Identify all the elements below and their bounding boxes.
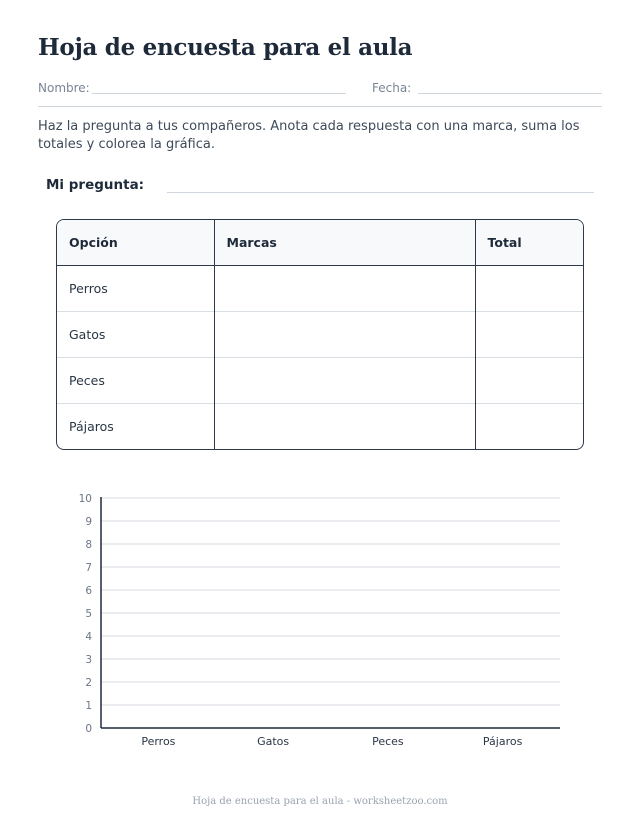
total-cell[interactable] (475, 358, 583, 404)
tally-header-row (57, 220, 583, 266)
tally-cell[interactable] (214, 312, 475, 358)
date-field[interactable] (418, 93, 602, 94)
question-label: Mi pregunta: (46, 177, 145, 193)
table-row (57, 266, 583, 312)
footer-text: Hoja de encuesta para el aula - worksheetzoo.com (192, 796, 448, 807)
y-tick-label: 4 (85, 631, 92, 643)
page-title: Hoja de encuesta para el aula (38, 34, 413, 61)
question-field[interactable] (167, 192, 594, 193)
name-label: Nombre: (38, 81, 90, 95)
header-divider (38, 106, 602, 107)
instructions-text: Haz la pregunta a tus compañeros. Anota cada respuesta con una marca, suma los totales y colorea la gráfica. (38, 119, 580, 152)
tally-cell[interactable] (214, 404, 475, 450)
header-total: Total (475, 220, 583, 266)
header-option: Opción (57, 220, 214, 266)
x-tick-label: Peces (372, 735, 404, 748)
option-cell: Perros (69, 281, 108, 296)
y-tick-label: 1 (85, 700, 92, 712)
x-tick-label: Pájaros (482, 735, 523, 748)
y-tick-label: 9 (85, 516, 92, 528)
option-cell: Gatos (57, 312, 214, 358)
tally-cell[interactable] (214, 358, 475, 404)
y-tick-label: 6 (85, 585, 92, 597)
y-tick-label: 0 (85, 723, 92, 735)
table-row (57, 312, 583, 358)
tally-table (56, 219, 584, 450)
table-row (57, 404, 583, 450)
x-tick-label: Gatos (257, 735, 290, 748)
total-cell[interactable] (475, 404, 583, 450)
option-cell: Pájaros (57, 404, 214, 450)
bar-chart[interactable] (60, 486, 570, 756)
y-tick-label: 2 (85, 677, 92, 689)
tally-cell[interactable] (214, 266, 475, 312)
y-tick-label: 3 (85, 654, 92, 666)
name-field[interactable] (92, 93, 346, 94)
y-tick-label: 5 (85, 608, 92, 620)
total-cell[interactable] (475, 312, 583, 358)
table-row (57, 358, 583, 404)
y-tick-label: 8 (85, 539, 92, 551)
date-label: Fecha: (372, 81, 412, 95)
x-tick-label: Perros (141, 735, 176, 748)
header-tallies: Marcas (214, 220, 475, 266)
total-cell[interactable] (475, 266, 583, 312)
y-tick-label: 10 (78, 493, 92, 505)
y-tick-label: 7 (85, 562, 92, 574)
option-cell: Peces (57, 358, 214, 404)
